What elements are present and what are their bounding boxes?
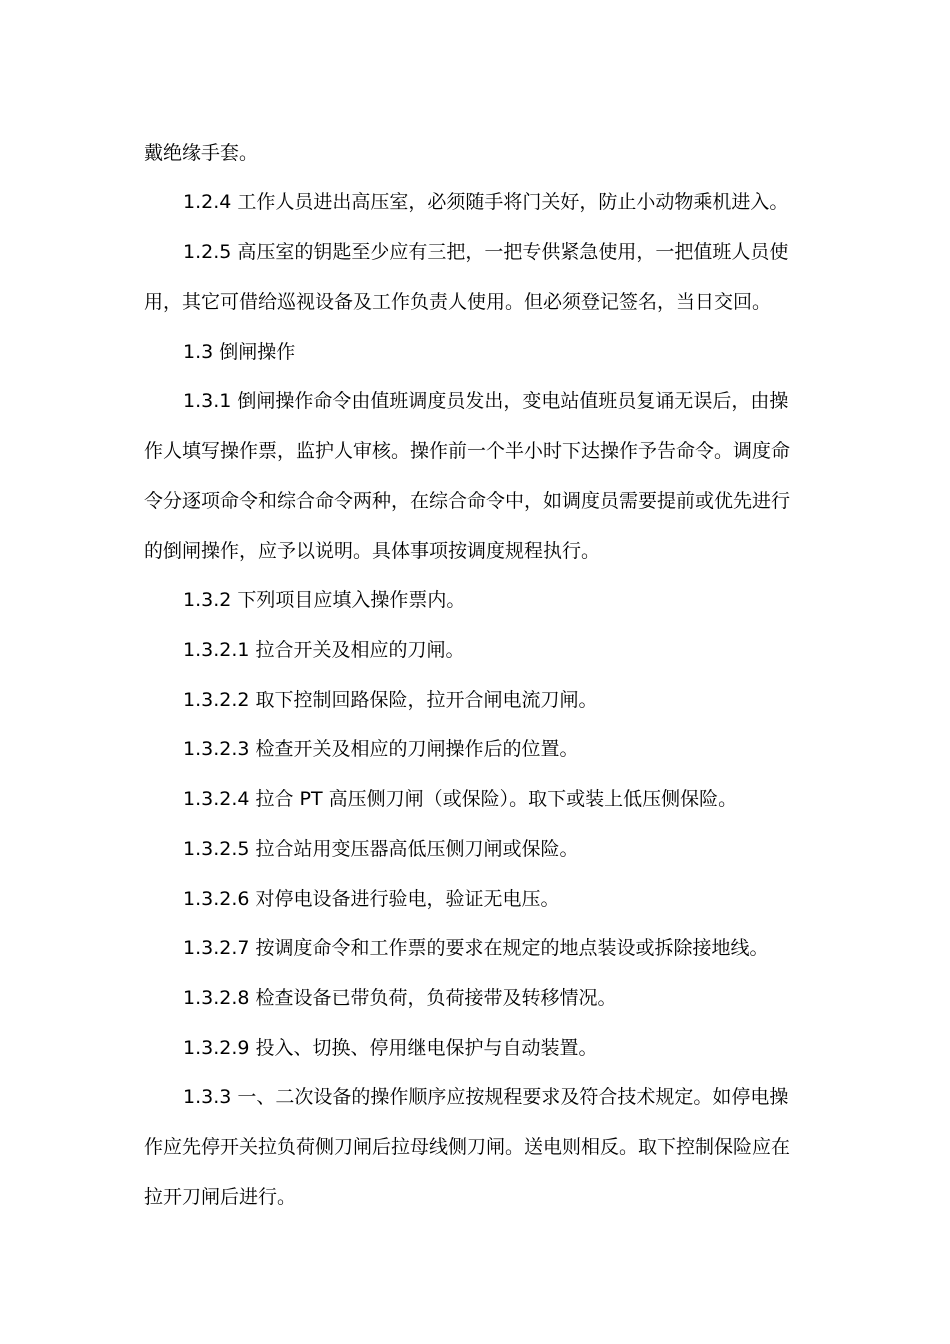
text-line: 1.2.5 高压室的钥匙至少应有三把，一把专供紧急使用，一把值班人员使: [183, 241, 789, 263]
list-item: 1.3.2.8 检查设备已带负荷，负荷接带及转移情况。: [183, 987, 617, 1009]
text-line: 作人填写操作票，监护人审核。操作前一个半小时下达操作予告命令。调度命: [144, 440, 791, 462]
list-item: 1.3.2.9 投入、切换、停用继电保护与自动装置。: [183, 1037, 598, 1059]
text-line: 的倒闸操作，应予以说明。具体事项按调度规程执行。: [144, 540, 601, 562]
section-heading: 1.3 倒闸操作: [183, 341, 296, 363]
list-item: 1.3.2.3 检查开关及相应的刀闸操作后的位置。: [183, 738, 579, 760]
text-line: 令分逐项命令和综合命令两种，在综合命令中，如调度员需要提前或优先进行: [144, 490, 791, 512]
list-item: 1.3.2.6 对停电设备进行验电，验证无电压。: [183, 888, 560, 910]
text-line: 用，其它可借给巡视设备及工作负责人使用。但必须登记签名，当日交回。: [144, 291, 772, 313]
text-line: 1.3.1 倒闸操作命令由值班调度员发出，变电站值班员复诵无误后，由操: [183, 390, 789, 412]
text-line: 拉开刀闸后进行。: [144, 1186, 297, 1208]
text-line: 戴绝缘手套。: [144, 142, 259, 164]
list-item: 1.3.2.1 拉合开关及相应的刀闸。: [183, 639, 465, 661]
list-item: 1.3.2.2 取下控制回路保险，拉开合闸电流刀闸。: [183, 689, 598, 711]
list-item: 1.3.2.5 拉合站用变压器高低压侧刀闸或保险。: [183, 838, 579, 860]
list-item: 1.3.2.4 拉合 PT 高压侧刀闸（或保险）。取下或装上低压侧保险。: [183, 788, 738, 810]
text-line: 1.3.2 下列项目应填入操作票内。: [183, 589, 466, 611]
list-item: 1.3.2.7 按调度命令和工作票的要求在规定的地点装设或拆除接地线。: [183, 937, 769, 959]
text-line: 作应先停开关拉负荷侧刀闸后拉母线侧刀闸。送电则相反。取下控制保险应在: [144, 1136, 791, 1158]
text-line: 1.3.3 一、二次设备的操作顺序应按规程要求及符合技术规定。如停电操: [183, 1086, 789, 1108]
text-line: 1.2.4 工作人员进出高压室，必须随手将门关好，防止小动物乘机进入。: [183, 191, 789, 213]
